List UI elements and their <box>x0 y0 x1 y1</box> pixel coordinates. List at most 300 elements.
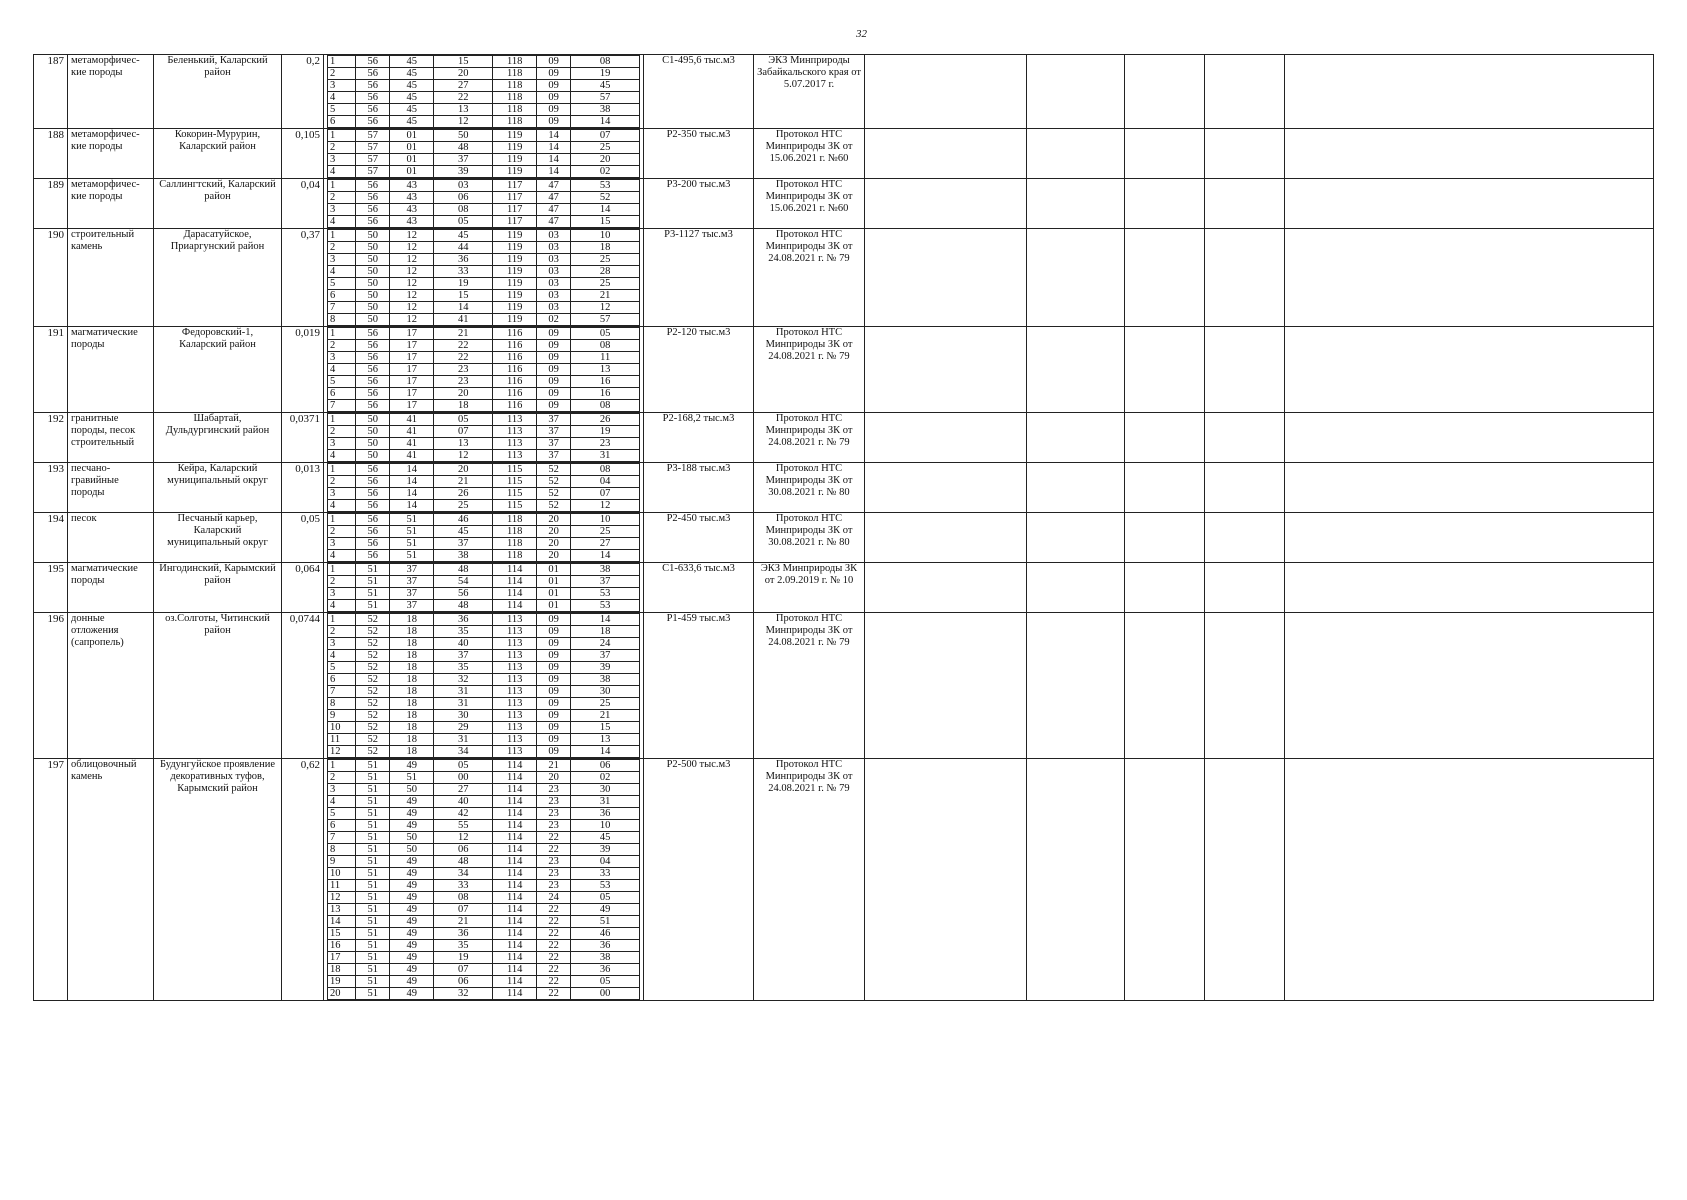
coordinate-value: 116 <box>493 400 537 412</box>
coordinate-value: 09 <box>537 56 571 68</box>
table-row <box>34 327 1654 413</box>
coordinate-value: 115 <box>493 500 537 512</box>
empty-cell <box>1205 55 1285 129</box>
point-number: 3 <box>328 204 356 216</box>
coordinate-value: 23 <box>537 784 571 796</box>
coordinate-value: 03 <box>537 230 571 242</box>
coordinate-value: 50 <box>434 130 493 142</box>
coordinate-value: 38 <box>571 674 640 686</box>
coordinate-value: 118 <box>493 116 537 128</box>
coordinate-value: 28 <box>571 266 640 278</box>
coordinate-value: 54 <box>434 576 493 588</box>
coordinate-value: 22 <box>434 352 493 364</box>
coordinate-value: 115 <box>493 476 537 488</box>
coordinate-value: 114 <box>493 844 537 856</box>
coordinate-value: 51 <box>356 564 390 576</box>
area-value: 0,62 <box>282 759 324 1001</box>
coordinate-value: 33 <box>571 868 640 880</box>
coordinate-value: 23 <box>434 364 493 376</box>
coordinate-value: 51 <box>356 868 390 880</box>
table-row <box>34 129 1654 179</box>
material-type: метаморфичес-кие породы <box>68 55 154 129</box>
coordinate-value: 17 <box>390 340 434 352</box>
coordinate-value: 116 <box>493 364 537 376</box>
coordinate-value: 09 <box>537 400 571 412</box>
point-number: 1 <box>328 130 356 142</box>
coordinate-value: 114 <box>493 988 537 1000</box>
coordinate-value: 52 <box>537 464 571 476</box>
coordinate-value: 114 <box>493 976 537 988</box>
coordinates-cell <box>324 613 644 759</box>
approval-document: Протокол НТС Минприроды ЗК от 24.08.2021 г. № 79 <box>754 327 865 413</box>
point-number: 14 <box>328 916 356 928</box>
coordinate-value: 56 <box>356 328 390 340</box>
coordinate-value: 36 <box>434 254 493 266</box>
coordinate-value: 51 <box>356 796 390 808</box>
point-number: 1 <box>328 464 356 476</box>
coordinate-value: 08 <box>571 464 640 476</box>
coordinate-point-row <box>328 772 640 784</box>
coordinate-value: 48 <box>434 142 493 154</box>
table-row <box>34 563 1654 613</box>
empty-cell <box>865 563 1027 613</box>
coordinate-value: 10 <box>571 230 640 242</box>
coordinate-point-row <box>328 650 640 662</box>
coordinate-value: 12 <box>390 266 434 278</box>
point-number: 4 <box>328 166 356 178</box>
coordinates-table <box>327 613 640 758</box>
coordinate-point-row <box>328 476 640 488</box>
point-number: 2 <box>328 68 356 80</box>
coordinate-value: 114 <box>493 564 537 576</box>
area-value: 0,0371 <box>282 413 324 463</box>
coordinate-value: 37 <box>390 576 434 588</box>
coordinate-value: 20 <box>434 388 493 400</box>
empty-cell <box>1027 179 1125 229</box>
coordinate-value: 49 <box>390 988 434 1000</box>
coordinate-value: 56 <box>356 514 390 526</box>
area-value: 0,2 <box>282 55 324 129</box>
coordinate-value: 09 <box>537 116 571 128</box>
coordinate-value: 118 <box>493 526 537 538</box>
coordinate-value: 03 <box>434 180 493 192</box>
table-row <box>34 179 1654 229</box>
coordinate-value: 15 <box>571 216 640 228</box>
material-type: облицовочный камень <box>68 759 154 1001</box>
coordinate-value: 25 <box>571 254 640 266</box>
coordinate-value: 22 <box>537 916 571 928</box>
coordinate-point-row <box>328 328 640 340</box>
coordinate-value: 114 <box>493 940 537 952</box>
coordinate-value: 52 <box>356 638 390 650</box>
coordinates-cell <box>324 129 644 179</box>
coordinate-value: 53 <box>571 588 640 600</box>
coordinate-value: 09 <box>537 328 571 340</box>
coordinate-value: 56 <box>356 180 390 192</box>
point-number: 9 <box>328 856 356 868</box>
coordinate-value: 24 <box>537 892 571 904</box>
coordinate-point-row <box>328 314 640 326</box>
coordinate-value: 21 <box>434 328 493 340</box>
point-number: 2 <box>328 526 356 538</box>
empty-cell <box>1285 179 1654 229</box>
point-number: 3 <box>328 254 356 266</box>
coordinate-value: 25 <box>571 142 640 154</box>
coordinate-value: 09 <box>537 340 571 352</box>
point-number: 3 <box>328 784 356 796</box>
coordinate-value: 46 <box>434 514 493 526</box>
coordinate-value: 36 <box>434 928 493 940</box>
coordinate-point-row <box>328 154 640 166</box>
row-number: 196 <box>34 613 68 759</box>
coordinate-value: 37 <box>434 154 493 166</box>
coordinate-point-row <box>328 820 640 832</box>
coordinate-point-row <box>328 746 640 758</box>
point-number: 4 <box>328 450 356 462</box>
point-number: 3 <box>328 488 356 500</box>
empty-cell <box>865 759 1027 1001</box>
coordinates-table <box>327 463 640 512</box>
empty-cell <box>1125 613 1205 759</box>
point-number: 4 <box>328 92 356 104</box>
empty-cell <box>1285 513 1654 563</box>
coordinate-value: 50 <box>356 254 390 266</box>
coordinate-value: 51 <box>356 964 390 976</box>
deposit-location: Будунгуйское проявление декоративных туфов, Карымский район <box>154 759 282 1001</box>
coordinate-value: 21 <box>434 476 493 488</box>
coordinate-value: 118 <box>493 514 537 526</box>
coordinate-point-row <box>328 722 640 734</box>
coordinate-value: 37 <box>390 588 434 600</box>
point-number: 10 <box>328 722 356 734</box>
coordinate-point-row <box>328 916 640 928</box>
empty-cell <box>1027 513 1125 563</box>
coordinate-value: 03 <box>537 278 571 290</box>
coordinate-value: 09 <box>537 710 571 722</box>
coordinate-value: 36 <box>571 808 640 820</box>
point-number: 10 <box>328 868 356 880</box>
coordinate-value: 18 <box>390 614 434 626</box>
coordinate-value: 56 <box>356 488 390 500</box>
coordinate-value: 50 <box>356 266 390 278</box>
coordinate-value: 07 <box>434 904 493 916</box>
coordinate-value: 119 <box>493 242 537 254</box>
coordinate-value: 18 <box>571 242 640 254</box>
coordinate-value: 118 <box>493 550 537 562</box>
coordinate-value: 118 <box>493 56 537 68</box>
coordinate-value: 22 <box>537 928 571 940</box>
coordinate-value: 36 <box>434 614 493 626</box>
coordinate-value: 19 <box>434 278 493 290</box>
coordinate-value: 14 <box>434 302 493 314</box>
coordinate-value: 56 <box>356 340 390 352</box>
coordinate-point-row <box>328 180 640 192</box>
coordinate-point-row <box>328 734 640 746</box>
coordinate-value: 12 <box>390 278 434 290</box>
empty-cell <box>865 179 1027 229</box>
coordinate-point-row <box>328 588 640 600</box>
coordinate-value: 114 <box>493 964 537 976</box>
coordinate-value: 23 <box>537 880 571 892</box>
coordinate-point-row <box>328 130 640 142</box>
coordinate-value: 09 <box>537 662 571 674</box>
coordinate-value: 51 <box>356 940 390 952</box>
coordinate-value: 23 <box>537 868 571 880</box>
deposit-location: Кейра, Каларский муниципальный округ <box>154 463 282 513</box>
coordinate-value: 19 <box>571 68 640 80</box>
coordinate-value: 49 <box>390 952 434 964</box>
point-number: 1 <box>328 614 356 626</box>
coordinate-value: 22 <box>537 844 571 856</box>
area-value: 0,37 <box>282 229 324 327</box>
coordinate-value: 52 <box>356 614 390 626</box>
coordinate-value: 19 <box>571 426 640 438</box>
coordinate-point-row <box>328 686 640 698</box>
coordinates-table <box>327 413 640 462</box>
coordinate-point-row <box>328 976 640 988</box>
coordinate-value: 08 <box>434 892 493 904</box>
coordinate-value: 117 <box>493 180 537 192</box>
approval-document: Протокол НТС Минприроды ЗК от 15.06.2021 г. №60 <box>754 129 865 179</box>
coordinate-value: 51 <box>356 880 390 892</box>
coordinate-value: 49 <box>390 808 434 820</box>
page-number: 32 <box>856 28 867 40</box>
coordinate-value: 45 <box>390 92 434 104</box>
coordinate-value: 10 <box>571 514 640 526</box>
approval-document: ЭКЗ Минприроды Забайкальского края от 5.07.2017 г. <box>754 55 865 129</box>
row-number: 192 <box>34 413 68 463</box>
coordinate-value: 37 <box>434 650 493 662</box>
coordinate-value: 04 <box>571 476 640 488</box>
coordinate-value: 47 <box>537 204 571 216</box>
coordinate-point-row <box>328 576 640 588</box>
area-value: 0,105 <box>282 129 324 179</box>
coordinate-value: 20 <box>434 464 493 476</box>
empty-cell <box>1125 759 1205 1001</box>
coordinate-value: 37 <box>537 438 571 450</box>
coordinate-value: 09 <box>537 614 571 626</box>
coordinate-value: 48 <box>434 600 493 612</box>
coordinate-value: 114 <box>493 588 537 600</box>
coordinate-point-row <box>328 254 640 266</box>
coordinate-value: 14 <box>537 154 571 166</box>
coordinate-point-row <box>328 426 640 438</box>
coordinate-point-row <box>328 880 640 892</box>
table-row <box>34 463 1654 513</box>
coordinate-value: 56 <box>356 92 390 104</box>
coordinate-value: 23 <box>537 796 571 808</box>
coordinate-value: 25 <box>571 526 640 538</box>
coordinate-value: 119 <box>493 278 537 290</box>
coordinate-value: 22 <box>434 340 493 352</box>
coordinate-value: 06 <box>434 844 493 856</box>
coordinate-value: 114 <box>493 772 537 784</box>
coordinate-value: 118 <box>493 80 537 92</box>
coordinate-value: 09 <box>537 638 571 650</box>
coordinate-value: 12 <box>571 500 640 512</box>
empty-cell <box>865 327 1027 413</box>
deposit-location: Шабартай, Дульдургинский район <box>154 413 282 463</box>
empty-cell <box>1205 129 1285 179</box>
point-number: 7 <box>328 832 356 844</box>
coordinate-point-row <box>328 352 640 364</box>
coordinate-value: 17 <box>390 328 434 340</box>
coordinates-cell <box>324 229 644 327</box>
coordinate-value: 113 <box>493 450 537 462</box>
point-number: 6 <box>328 674 356 686</box>
empty-cell <box>1285 55 1654 129</box>
coordinate-value: 50 <box>356 426 390 438</box>
empty-cell <box>1125 327 1205 413</box>
coordinate-point-row <box>328 364 640 376</box>
coordinate-point-row <box>328 892 640 904</box>
coordinate-point-row <box>328 204 640 216</box>
coordinate-value: 23 <box>537 820 571 832</box>
coordinate-value: 29 <box>434 722 493 734</box>
coordinate-value: 22 <box>537 976 571 988</box>
coordinate-value: 50 <box>356 230 390 242</box>
point-number: 1 <box>328 514 356 526</box>
coordinate-point-row <box>328 388 640 400</box>
coordinate-value: 118 <box>493 68 537 80</box>
coordinate-point-row <box>328 92 640 104</box>
coordinate-value: 17 <box>390 364 434 376</box>
coordinate-value: 113 <box>493 626 537 638</box>
coordinate-value: 113 <box>493 746 537 758</box>
point-number: 1 <box>328 564 356 576</box>
coordinate-value: 15 <box>434 290 493 302</box>
point-number: 5 <box>328 376 356 388</box>
empty-cell <box>1205 229 1285 327</box>
coordinate-value: 03 <box>537 290 571 302</box>
point-number: 3 <box>328 438 356 450</box>
coordinate-value: 13 <box>571 734 640 746</box>
coordinate-value: 50 <box>390 832 434 844</box>
coordinate-value: 18 <box>390 722 434 734</box>
coordinate-value: 01 <box>390 130 434 142</box>
coordinate-value: 38 <box>571 564 640 576</box>
coordinate-value: 56 <box>356 376 390 388</box>
coordinate-value: 26 <box>434 488 493 500</box>
coordinate-value: 23 <box>537 808 571 820</box>
coordinate-value: 50 <box>356 302 390 314</box>
coordinate-value: 22 <box>537 940 571 952</box>
coordinate-value: 115 <box>493 488 537 500</box>
coordinate-value: 114 <box>493 928 537 940</box>
coordinate-point-row <box>328 216 640 228</box>
point-number: 4 <box>328 600 356 612</box>
empty-cell <box>1125 463 1205 513</box>
row-number: 187 <box>34 55 68 129</box>
coordinate-value: 51 <box>356 760 390 772</box>
coordinate-value: 49 <box>390 940 434 952</box>
coordinate-value: 42 <box>434 808 493 820</box>
coordinate-value: 08 <box>434 204 493 216</box>
coordinate-value: 113 <box>493 710 537 722</box>
coordinate-value: 47 <box>537 216 571 228</box>
point-number: 15 <box>328 928 356 940</box>
coordinates-table <box>327 563 640 612</box>
coordinate-value: 113 <box>493 438 537 450</box>
coordinate-value: 56 <box>356 538 390 550</box>
coordinate-value: 18 <box>571 626 640 638</box>
coordinate-value: 119 <box>493 302 537 314</box>
coordinate-value: 23 <box>434 376 493 388</box>
coordinate-value: 37 <box>571 650 640 662</box>
coordinate-value: 49 <box>390 916 434 928</box>
coordinate-value: 43 <box>390 192 434 204</box>
point-number: 2 <box>328 426 356 438</box>
coordinate-value: 51 <box>390 538 434 550</box>
coordinate-point-row <box>328 698 640 710</box>
coordinate-value: 50 <box>356 314 390 326</box>
coordinate-value: 38 <box>571 104 640 116</box>
coordinate-value: 114 <box>493 808 537 820</box>
coordinate-value: 04 <box>571 856 640 868</box>
table-row <box>34 413 1654 463</box>
coordinate-value: 119 <box>493 154 537 166</box>
coordinate-value: 20 <box>537 538 571 550</box>
coordinate-value: 119 <box>493 314 537 326</box>
coordinate-value: 18 <box>390 734 434 746</box>
coordinate-value: 35 <box>434 940 493 952</box>
coordinate-value: 12 <box>390 314 434 326</box>
coordinate-value: 07 <box>571 130 640 142</box>
coordinate-value: 119 <box>493 130 537 142</box>
coordinate-point-row <box>328 56 640 68</box>
coordinate-value: 03 <box>537 266 571 278</box>
empty-cell <box>1027 129 1125 179</box>
deposit-location: Федоровский-1, Каларский район <box>154 327 282 413</box>
coordinate-value: 118 <box>493 104 537 116</box>
table-row <box>34 759 1654 1001</box>
coordinate-value: 45 <box>571 80 640 92</box>
coordinate-value: 117 <box>493 216 537 228</box>
coordinate-value: 113 <box>493 414 537 426</box>
table-row <box>34 613 1654 759</box>
coordinate-value: 06 <box>434 192 493 204</box>
point-number: 17 <box>328 952 356 964</box>
coordinate-point-row <box>328 808 640 820</box>
coordinate-value: 113 <box>493 638 537 650</box>
point-number: 3 <box>328 352 356 364</box>
coordinate-point-row <box>328 988 640 1000</box>
coordinate-value: 50 <box>356 438 390 450</box>
coordinate-value: 52 <box>537 476 571 488</box>
point-number: 9 <box>328 710 356 722</box>
approval-document: Протокол НТС Минприроды ЗК от 24.08.2021 г. № 79 <box>754 413 865 463</box>
resources-estimate: С1-495,6 тыс.м3 <box>644 55 754 129</box>
coordinate-value: 21 <box>434 916 493 928</box>
point-number: 4 <box>328 364 356 376</box>
coordinate-value: 14 <box>571 116 640 128</box>
coordinate-value: 01 <box>390 142 434 154</box>
coordinate-point-row <box>328 302 640 314</box>
point-number: 7 <box>328 302 356 314</box>
coordinate-value: 41 <box>390 438 434 450</box>
coordinate-value: 17 <box>390 400 434 412</box>
coordinate-value: 09 <box>537 68 571 80</box>
coordinate-value: 12 <box>390 302 434 314</box>
coordinate-value: 34 <box>434 868 493 880</box>
coordinate-value: 45 <box>390 68 434 80</box>
coordinate-value: 09 <box>537 388 571 400</box>
coordinate-value: 20 <box>537 514 571 526</box>
coordinate-value: 09 <box>537 352 571 364</box>
coordinate-value: 01 <box>537 600 571 612</box>
coordinate-value: 09 <box>537 650 571 662</box>
point-number: 19 <box>328 976 356 988</box>
